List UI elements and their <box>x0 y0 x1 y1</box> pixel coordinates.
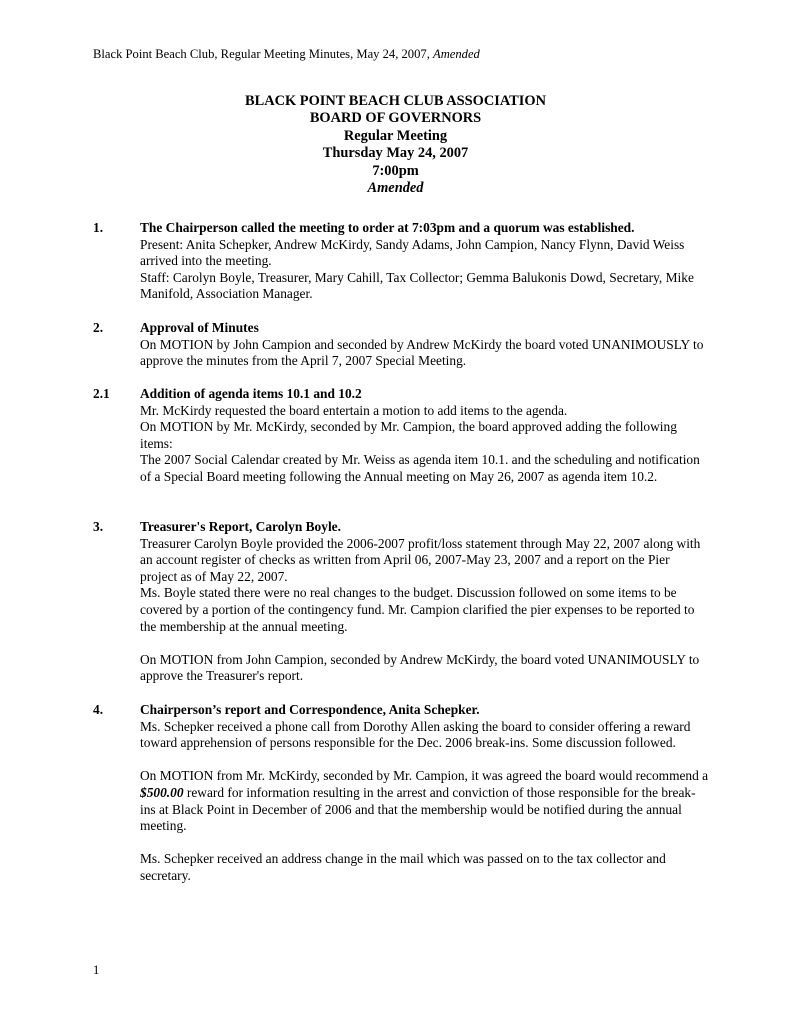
page-number: 1 <box>93 963 100 977</box>
motion-text: On MOTION from Mr. McKirdy, seconded by Mr. Campion, it was agreed the board would recommend a <box>140 768 709 784</box>
section-number: 2. <box>93 320 104 335</box>
section-number: 4. <box>93 702 104 717</box>
section-paragraph <box>140 768 710 834</box>
section-paragraph: On MOTION by John Campion and seconded by Andrew McKirdy the board voted UNANIMOUSLY to approve the minutes from the April 7, 2007 Special Meeting. <box>140 336 704 369</box>
running-header-amended: Amended <box>433 47 480 61</box>
document-title <box>0 93 791 197</box>
section-number: 1. <box>93 220 104 235</box>
section-paragraph: The 2007 Social Calendar created by Mr. Weiss as agenda item 10.1. and the scheduling and notification of a Special Board meeting following the Annual meeting on May 26, 2007 as agenda item 10.2. <box>140 452 700 484</box>
title-meeting-type: Regular Meeting <box>343 127 448 144</box>
section-paragraph: On MOTION by Mr. McKirdy, seconded by Mr. Campion, the board approved adding the following items: <box>140 419 677 451</box>
section-paragraph: Staff: Carolyn Boyle, Treasurer, Mary Cahill, Tax Collector; Gemma Balukonis Dowd, Secretary, Mike Manifold, Association Manager. <box>140 269 694 302</box>
section-title: Chairperson’s report and Correspondence, Anita Schepker. <box>140 702 480 717</box>
title-time: 7:00pm <box>372 162 419 179</box>
section-paragraph: Treasurer Carolyn Boyle provided the 2006-2007 profit/loss statement through May 22, 2007 along with an account register of checks as written from April 06, 2007-May 23, 2007 and a report on the Pier project as of May 22, 2007. <box>140 535 701 584</box>
section-paragraph: Mr. McKirdy requested the board entertain a motion to add items to the agenda. <box>140 402 568 418</box>
section-title: Addition of agenda items 10.1 and 10.2 <box>140 386 362 401</box>
reward-amount: $500.00 <box>140 784 184 800</box>
title-association: BLACK POINT BEACH CLUB ASSOCIATION <box>245 93 546 109</box>
section-title: The Chairperson called the meeting to order at 7:03pm and a quorum was established. <box>140 220 635 235</box>
running-header-text: Black Point Beach Club, Regular Meeting Minutes, May 24, 2007, <box>93 47 433 61</box>
section-number: 2.1 <box>93 386 110 401</box>
title-amended: Amended <box>367 180 424 197</box>
section-title: Treasurer's Report, Carolyn Boyle. <box>140 519 341 534</box>
section-title: Approval of Minutes <box>140 320 259 335</box>
section-paragraph: Ms. Schepker received a phone call from Dorothy Allen asking the board to consider offering a reward toward apprehension of persons responsible for the Dec. 2006 break-ins. Some discussion followed. <box>140 718 691 751</box>
motion-text: reward for information resulting in the arrest and conviction of those responsible for the break-ins at Black Point in December of 2006 and that the membership would be notified during the annual meeting. <box>140 784 696 834</box>
title-board: BOARD OF GOVERNORS <box>309 110 482 127</box>
section-number: 3. <box>93 519 104 534</box>
section-paragraph: Ms. Schepker received an address change in the mail which was passed on to the tax collector and secretary. <box>140 851 666 883</box>
section-paragraph: Present: Anita Schepker, Andrew McKirdy, Sandy Adams, John Campion, Nancy Flynn, David Weiss arrived into the meeting. <box>140 236 685 269</box>
title-date: Thursday May 24, 2007 <box>322 145 469 162</box>
running-header <box>93 46 480 63</box>
section-paragraph: On MOTION from John Campion, seconded by Andrew McKirdy, the board voted UNANIMOUSLY to approve the Treasurer's report. <box>140 651 700 684</box>
section-paragraph: Ms. Boyle stated there were no real changes to the budget. Discussion followed on some items to be covered by a portion of the contingency fund. Mr. Campion clarified the pier expenses to be reported to the membership at the annual meeting. <box>140 585 695 634</box>
